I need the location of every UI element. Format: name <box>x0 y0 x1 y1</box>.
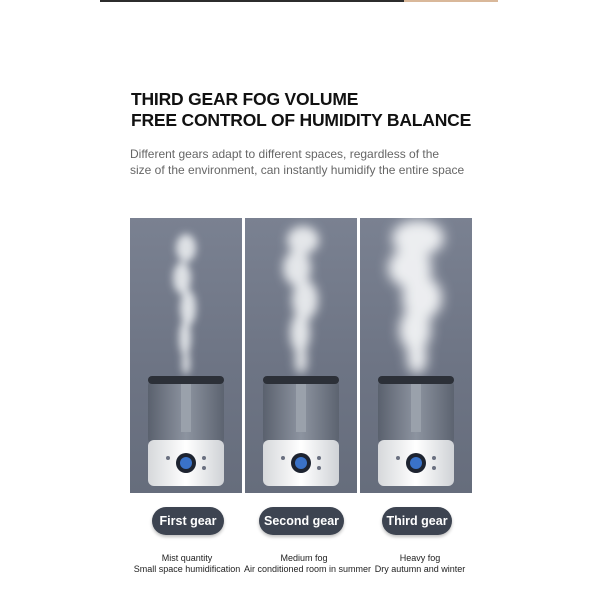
first-gear-button[interactable]: First gear <box>152 507 224 535</box>
second-gear-caption <box>244 553 372 575</box>
title-line-2: FREE CONTROL OF HUMIDITY BALANCE <box>131 110 472 130</box>
second-gear-caption-line-1: Medium fog <box>280 553 328 563</box>
humidifier-low-fog-illustration <box>130 218 242 493</box>
page-title <box>131 89 531 131</box>
third-gear-caption <box>364 553 476 575</box>
humidifier-medium-fog-illustration <box>245 218 357 493</box>
gear-panel-first <box>130 218 242 493</box>
first-gear-caption-line-1: Mist quantity <box>161 553 213 563</box>
humidifier-heavy-fog-illustration <box>360 218 472 493</box>
first-gear-caption <box>130 553 244 575</box>
top-divider-accent <box>404 0 498 2</box>
description <box>130 146 490 178</box>
third-gear-caption-line-2: Dry autumn and winter <box>374 564 466 574</box>
description-line-1: Different gears adapt to different spaces, regardless of the <box>130 147 440 161</box>
third-gear-caption-line-1: Heavy fog <box>399 553 441 563</box>
third-gear-button[interactable]: Third gear <box>382 507 452 535</box>
gear-panel-third <box>360 218 472 493</box>
second-gear-button[interactable]: Second gear <box>259 507 344 535</box>
second-gear-caption-line-2: Air conditioned room in summer <box>244 564 372 574</box>
first-gear-caption-line-2: Small space humidification <box>133 564 241 574</box>
gear-panel-second <box>245 218 357 493</box>
description-line-2: size of the environment, can instantly humidify the entire space <box>130 163 465 177</box>
title-line-1: THIRD GEAR FOG VOLUME <box>131 89 359 109</box>
